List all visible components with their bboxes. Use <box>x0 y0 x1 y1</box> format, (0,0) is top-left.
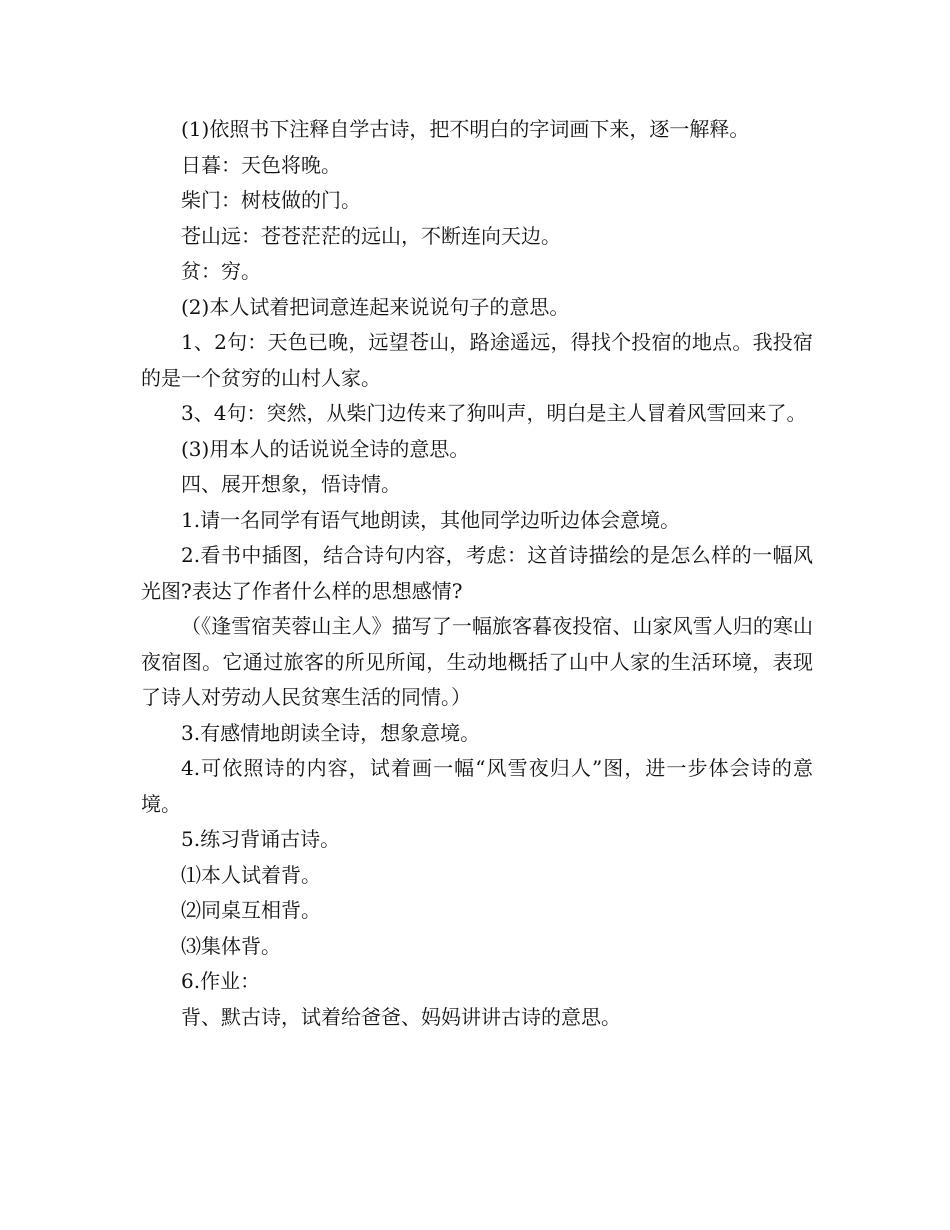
paragraph: 贫：穷。 <box>181 259 261 283</box>
section-heading: 四、展开想象，悟诗情。 <box>181 472 401 496</box>
paragraph: ⑴本人试着背。 <box>181 862 321 887</box>
paragraph: ⑵同桌互相背。 <box>181 898 321 922</box>
paragraph: 4.可依照诗的内容，试着画一幅“风雪夜归人”图，进一步体会诗的意境。 <box>141 756 813 816</box>
paragraph: 2.看书中插图，结合诗句内容，考虑：这首诗描绘的是怎么样的一幅风光图?表达了作者什么样的思想感情? <box>141 543 813 603</box>
paragraph: 柴门：树枝做的门。 <box>181 188 361 212</box>
document-body <box>141 112 813 1035</box>
paragraph: ⑶集体背。 <box>181 933 281 958</box>
paragraph: 5.练习背诵古诗。 <box>181 827 341 851</box>
paragraph: 苍山远：苍苍茫茫的远山，不断连向天边。 <box>181 223 561 248</box>
paragraph: 背、默古诗，试着给爸爸、妈妈讲讲古诗的意思。 <box>181 1004 621 1029</box>
paragraph: 日暮：天色将晚。 <box>181 152 341 177</box>
paragraph: (3)用本人的话说说全诗的意思。 <box>181 436 470 461</box>
paragraph: 6.作业： <box>181 969 261 993</box>
paragraph: 3、4句：突然，从柴门边传来了狗叫声，明白是主人冒着风雪回来了。 <box>181 401 807 425</box>
paragraph: （《逢雪宿芙蓉山主人》描写了一幅旅客暮夜投宿、山家风雪人归的寒山夜宿图。它通过旅客的所见所闻，生动地概括了山中人家的生活环境，表现了诗人对劳动人民贫寒生活的同情。） <box>141 614 813 709</box>
paragraph: 1、2句：天色已晚，远望苍山，路途遥远，得找个投宿的地点。我投宿的是一个贫穷的山村人家。 <box>141 330 813 390</box>
paragraph: (1)依照书下注释自学古诗，把不明白的字词画下来，逐一解释。 <box>181 117 750 141</box>
paragraph: (2)本人试着把词意连起来说说句子的意思。 <box>181 294 570 319</box>
paragraph: 3.有感情地朗读全诗，想象意境。 <box>181 720 481 745</box>
paragraph: 1.请一名同学有语气地朗读，其他同学边听边体会意境。 <box>181 507 681 532</box>
